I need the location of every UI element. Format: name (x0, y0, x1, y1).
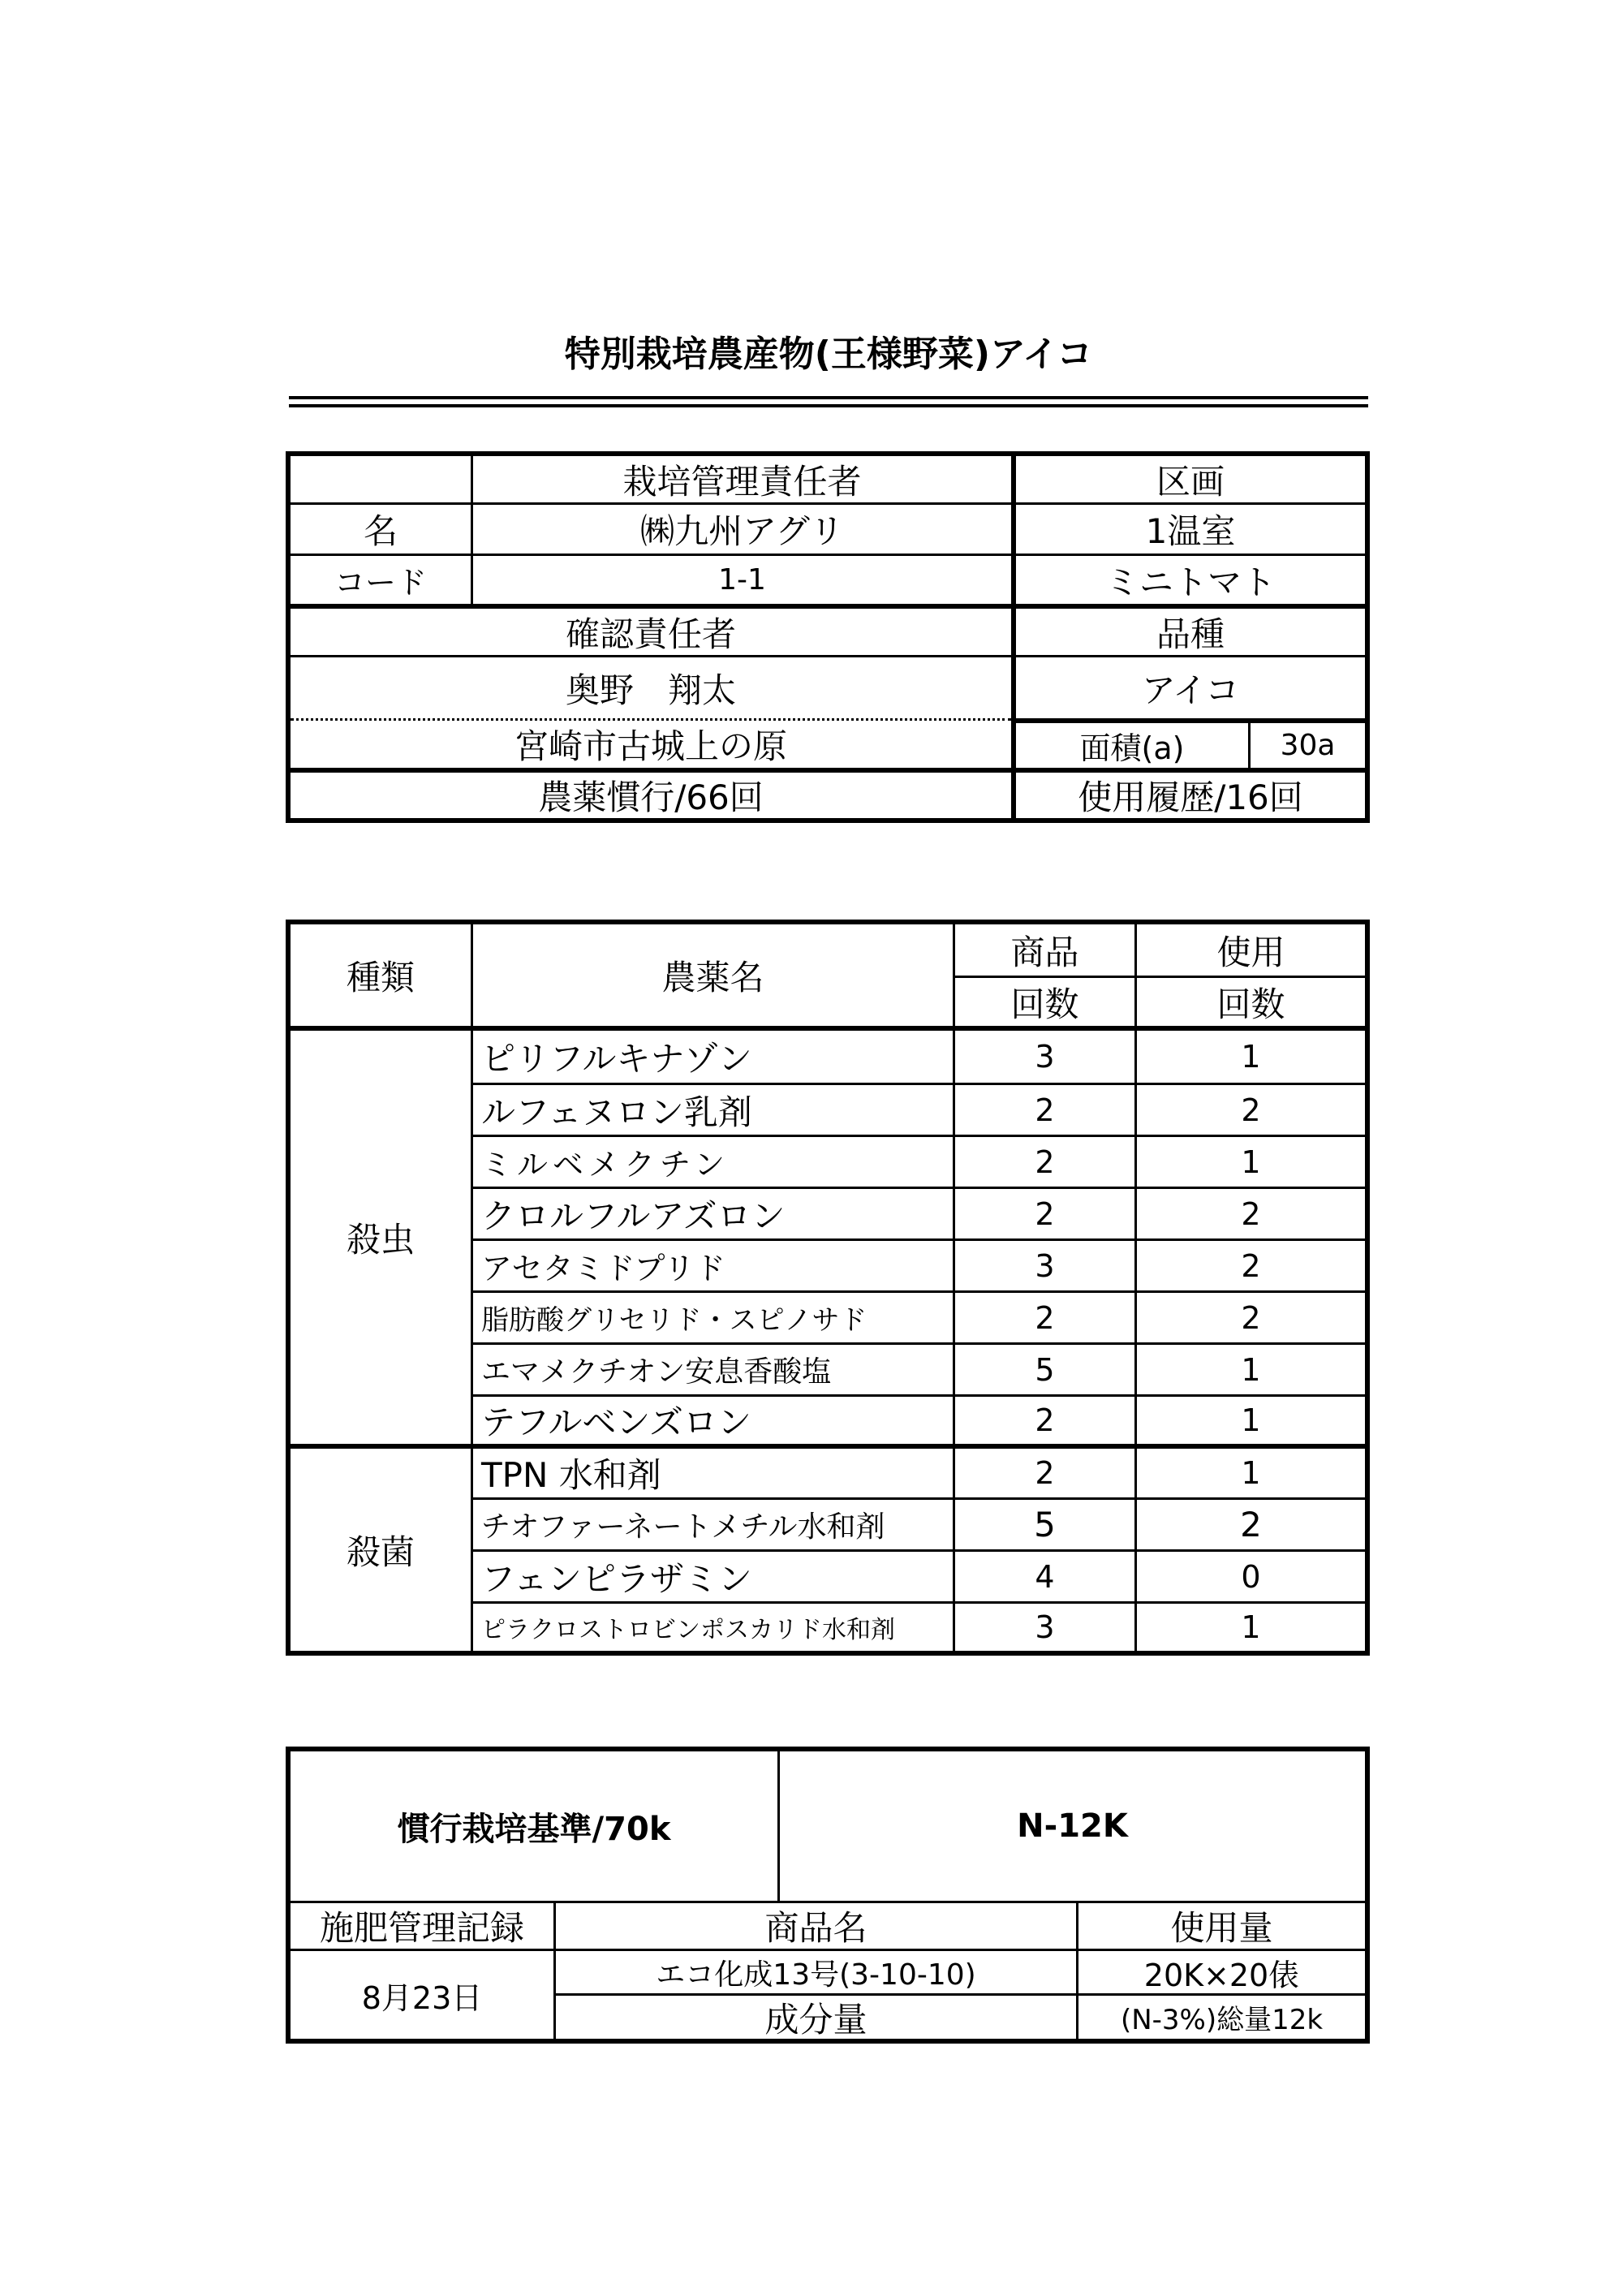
name-label: 名 (363, 511, 398, 551)
header-product-line2: 回数 (1010, 984, 1079, 1024)
manager-header: 栽培管理責任者 (622, 461, 862, 502)
pesticide-name: ルフェヌロン乳剤 (481, 1092, 752, 1132)
use-count: 2 (1240, 1505, 1262, 1544)
variety-value: アイコ (1141, 670, 1240, 710)
pesticide-name: TPN 水和剤 (481, 1455, 661, 1495)
standard-value: N-12K (1017, 1807, 1128, 1845)
header-product-line1: 商品 (1010, 932, 1079, 972)
use-count: 2 (1241, 1247, 1261, 1284)
pesticide-table (286, 920, 1370, 1656)
name-value: ㈱九州アグリ (640, 511, 844, 551)
document-title: 特別栽培農産物(王様野菜)アイコ (564, 334, 1093, 375)
pesticide-standard: 農薬慣行/66回 (538, 778, 764, 817)
pesticide-name: 脂肪酸グリセリド・スピノサド (481, 1304, 867, 1337)
amount-header: 使用量 (1170, 1908, 1273, 1948)
use-count: 1 (1241, 1402, 1261, 1438)
pesticide-name: ミルベメクチン (481, 1147, 730, 1182)
variety-header: 品種 (1156, 614, 1225, 654)
use-count: 2 (1241, 1195, 1261, 1232)
standard-label: 慣行栽培基準/70k (397, 1810, 671, 1848)
use-count: 2 (1241, 1299, 1261, 1336)
product-name: エコ化成13号(3-10-10) (656, 1958, 976, 1992)
fertilizer-table (286, 1747, 1370, 2044)
component-label: 成分量 (764, 1999, 867, 2040)
product-count: 3 (1035, 1247, 1055, 1284)
pesticide-name: チオファーネートメチル水和剤 (481, 1510, 885, 1544)
use-count: 2 (1241, 1092, 1261, 1128)
use-count: 1 (1241, 1039, 1261, 1075)
fertilizer-date: 8月23日 (361, 1979, 483, 2016)
address: 宮崎市古城上の原 (514, 726, 787, 766)
product-count: 2 (1035, 1092, 1055, 1128)
area-label: 面積(a) (1079, 730, 1185, 766)
usage-history: 使用履歴/16回 (1078, 778, 1303, 817)
crop-value: ミニトマト (1104, 562, 1276, 602)
group-kind-insecticide: 殺虫 (346, 1219, 415, 1260)
product-count: 2 (1035, 1144, 1055, 1180)
product-count: 2 (1035, 1195, 1055, 1232)
header-kind: 種類 (346, 957, 415, 997)
header-pesticide-name: 農薬名 (661, 957, 764, 997)
use-count: 1 (1241, 1144, 1261, 1180)
product-count: 2 (1035, 1402, 1055, 1438)
section-header: 区画 (1156, 461, 1225, 502)
record-header: 施肥管理記録 (319, 1908, 524, 1948)
product-count: 3 (1035, 1039, 1055, 1075)
product-count: 5 (1034, 1505, 1056, 1544)
pesticide-name: ピリフルキナゾン (481, 1039, 752, 1079)
use-count: 1 (1241, 1455, 1261, 1491)
product-count: 3 (1035, 1609, 1055, 1645)
header-use-line1: 使用 (1216, 932, 1285, 972)
code-label: コード (334, 565, 427, 601)
pesticide-name: クロルフルアズロン (481, 1195, 786, 1236)
product-count: 2 (1035, 1299, 1055, 1336)
pesticide-name: テフルベンズロン (481, 1402, 752, 1442)
use-count: 0 (1241, 1558, 1261, 1595)
use-count: 1 (1241, 1351, 1261, 1388)
pesticide-name: エマメクチオン安息香酸塩 (481, 1355, 832, 1389)
info-table (286, 451, 1370, 823)
title-rule-top (289, 396, 1368, 399)
group-kind-fungicide: 殺菌 (346, 1531, 415, 1572)
product-count: 4 (1035, 1558, 1055, 1595)
pesticide-name: ピラクロストロビンポスカリド水和剤 (481, 1616, 895, 1644)
area-value: 30a (1280, 729, 1336, 762)
confirm-header: 確認責任者 (565, 614, 736, 654)
title-rule-bottom (289, 404, 1368, 407)
use-count: 1 (1241, 1609, 1261, 1645)
header-use-line2: 回数 (1216, 984, 1285, 1024)
confirm-name: 奥野 翔太 (565, 670, 736, 710)
product-count: 2 (1035, 1455, 1055, 1491)
pesticide-name: フェンピラザミン (481, 1558, 752, 1599)
pesticide-name: アセタミドプリド (481, 1251, 725, 1286)
section-value: 1温室 (1145, 511, 1236, 551)
code-value: 1-1 (718, 563, 766, 597)
component-value: (N-3%)総量12k (1120, 2004, 1324, 2036)
product-amount: 20K×20俵 (1143, 1957, 1300, 1993)
product-count: 5 (1035, 1351, 1055, 1388)
product-header: 商品名 (764, 1908, 867, 1948)
